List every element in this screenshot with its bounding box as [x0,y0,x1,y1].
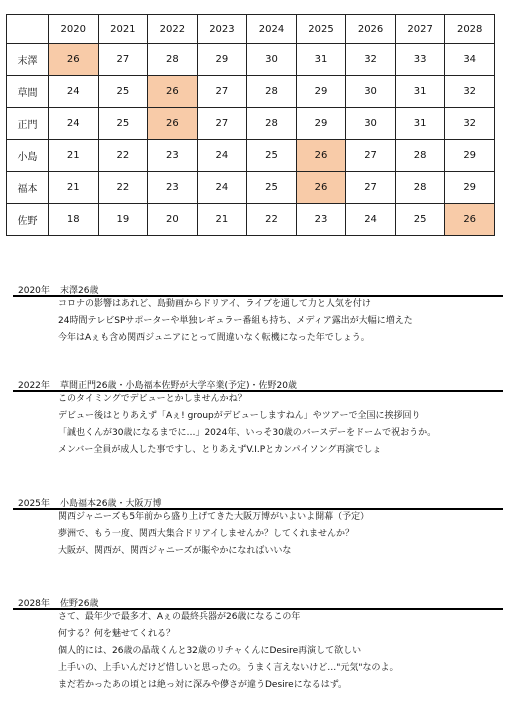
year-header: 2027 [395,15,445,44]
age-cell: 28 [247,76,297,108]
age-cell: 22 [247,204,297,236]
section-line: コロナの影響はあれど、島動画からドリアイ、ライブを通して力と人気を付け [58,299,371,309]
section-line: 大阪が、関西が、関西ジャニーズが賑やかになればいいな [58,546,292,556]
section-title: 草間正門26歳・小島福本佐野が大学卒業(予定)・佐野20歳 [60,381,297,391]
section-line: デビュー後はとりあえず「Aぇ! groupがデビューしますねん」やツアーで全国に挨拶回り [58,411,421,421]
age-cell: 24 [49,76,99,108]
year-header: 2021 [98,15,148,44]
age-cell: 23 [296,204,346,236]
section-line: 関西ジャニーズも5年前から盛り上げてきた大阪万博がいよいよ開幕（予定） [58,512,370,522]
age-cell: 25 [247,172,297,204]
section-year: 2022年 [18,381,50,391]
member-row [7,140,495,172]
age-cell: 22 [98,140,148,172]
member-row [7,172,495,204]
section-year: 2025年 [18,499,50,509]
age-cell: 27 [197,76,247,108]
age-cell: 26 [296,172,346,204]
age-cell: 23 [148,172,198,204]
section-body [58,609,399,694]
section-line: 今年はAぇも含め関西ジュニアにとって間違いなく転機になった年でしょう。 [58,333,370,343]
section-body [58,509,369,560]
member-name-cell: 小島 [7,140,49,172]
age-cell: 25 [247,140,297,172]
section-line: 上手いの、上手いんだけど惜しいと思ったの。うまく言えないけど…"元気"なのよ。 [58,663,399,673]
age-cell: 29 [296,108,346,140]
age-cell: 31 [395,76,445,108]
year-header: 2024 [247,15,297,44]
year-header: 2026 [346,15,396,44]
member-name-cell: 正門 [7,108,49,140]
year-header-row [7,15,495,44]
age-cell: 27 [197,108,247,140]
age-cell: 25 [395,204,445,236]
age-cell: 18 [49,204,99,236]
age-cell: 24 [197,140,247,172]
age-cell: 32 [445,108,495,140]
section-line: さて、最年少で最多才、Aぇの最終兵器が26歳になるこの年 [58,612,301,622]
section-line: 夢洲で、もう一度、関西大集合ドリアイしませんか？してくれませんか？ [58,529,355,539]
member-name-cell: 福本 [7,172,49,204]
age-cell: 31 [395,108,445,140]
age-table [6,14,495,236]
section-line: 24時間テレビSPサポーターや単独レギュラー番組も持ち、メディア露出が大幅に増えた [58,316,413,326]
age-cell: 27 [346,140,396,172]
section-body [58,391,436,459]
age-cell: 22 [98,172,148,204]
section-line: 何する？何を魅せてくれる？ [58,629,176,639]
age-cell: 29 [445,172,495,204]
age-cell: 26 [148,108,198,140]
section-title: 末澤26歳 [60,286,99,296]
age-cell: 28 [247,108,297,140]
section-line: まだ若かったあの頃とは絶っ対に深みや儚さが違うDesireになるはず。 [58,680,347,690]
year-header: 2025 [296,15,346,44]
age-cell: 29 [296,76,346,108]
section-line: このタイミングでデビューとかしませんかね？ [58,394,247,404]
age-cell: 28 [395,140,445,172]
age-cell: 31 [296,44,346,76]
age-cell: 32 [346,44,396,76]
member-row [7,204,495,236]
age-cell: 26 [49,44,99,76]
age-cell: 27 [346,172,396,204]
age-cell: 26 [296,140,346,172]
age-cell: 24 [346,204,396,236]
age-cell: 30 [346,76,396,108]
age-cell: 21 [197,204,247,236]
header-corner-cell [7,15,49,44]
age-cell: 24 [49,108,99,140]
section-title: 佐野26歳 [60,599,99,609]
section-year: 2028年 [18,599,50,609]
age-cell: 23 [148,140,198,172]
year-header: 2023 [197,15,247,44]
age-cell: 25 [98,76,148,108]
age-cell: 32 [445,76,495,108]
member-row [7,76,495,108]
age-cell: 19 [98,204,148,236]
age-cell: 28 [148,44,198,76]
age-cell: 27 [98,44,148,76]
member-name-cell: 草間 [7,76,49,108]
section-line: 個人的には、26歳の晶哉くんと32歳のリチャくんにDesire再演して欲しい [58,646,362,656]
age-cell: 29 [197,44,247,76]
member-row [7,44,495,76]
age-cell: 26 [445,204,495,236]
age-cell: 26 [148,76,198,108]
age-cell: 24 [197,172,247,204]
section-line: 「誠也くんが30歳になるまでに…」2024年、いっそ30歳のバースデーをドームで祝おうか。 [58,428,437,438]
section-body [58,296,413,347]
age-cell: 25 [98,108,148,140]
age-cell: 30 [346,108,396,140]
age-cell: 33 [395,44,445,76]
age-cell: 21 [49,172,99,204]
section-year: 2020年 [18,286,50,296]
age-cell: 29 [445,140,495,172]
section-title: 小島福本26歳・大阪万博 [60,499,162,509]
member-name-cell: 佐野 [7,204,49,236]
section-line: メンバー全員が成人した事ですし、とりあえずV.I.Pとカンパイソング再演でしょ [58,445,382,455]
age-cell: 20 [148,204,198,236]
member-row [7,108,495,140]
age-cell: 30 [247,44,297,76]
year-header: 2022 [148,15,198,44]
age-cell: 21 [49,140,99,172]
member-name-cell: 末澤 [7,44,49,76]
year-header: 2028 [445,15,495,44]
year-header: 2020 [49,15,99,44]
age-cell: 34 [445,44,495,76]
age-cell: 28 [395,172,445,204]
